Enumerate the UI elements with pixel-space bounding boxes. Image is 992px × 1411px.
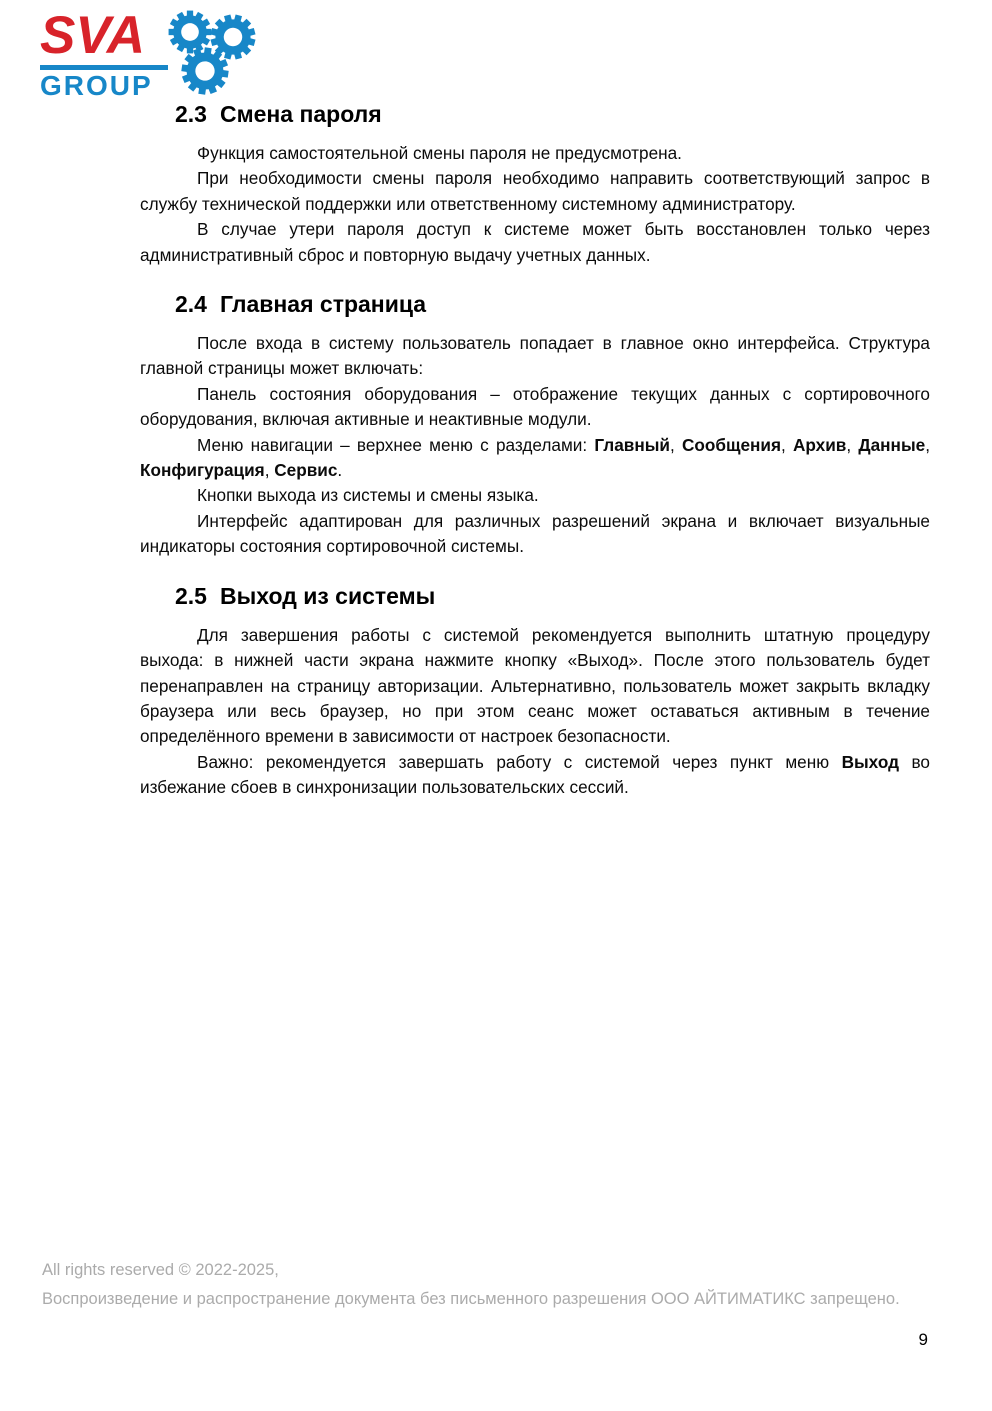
text-run: Функция самостоятельной смены пароля не предусмотрена. bbox=[197, 143, 682, 163]
paragraph-important-note bbox=[140, 750, 930, 801]
section-title: Смена пароля bbox=[219, 101, 382, 127]
section-heading bbox=[175, 581, 930, 611]
text-run: Кнопки выхода из системы и смены языка. bbox=[197, 485, 539, 506]
paragraph bbox=[140, 623, 930, 750]
text-run: , bbox=[925, 434, 930, 455]
page-footer bbox=[42, 1256, 952, 1313]
menu-item-archive: Архив bbox=[793, 434, 847, 455]
text-run: во избежание сбоев в синхронизации пользовательских сессий. bbox=[140, 751, 930, 798]
section-number: 2.3 bbox=[175, 101, 207, 127]
section-heading bbox=[175, 289, 930, 319]
paragraph bbox=[140, 331, 930, 382]
text-run: Важно: рекомендуется завершать работу с системой через пункт меню bbox=[197, 751, 842, 772]
copyright-line: All rights reserved © 2022-2025, bbox=[42, 1261, 279, 1279]
text-run: , bbox=[264, 460, 275, 481]
text-run: Панель состояния оборудования – отображение текущих данных с сортировочного оборудования, включая активные и неактивные модули. bbox=[140, 383, 930, 430]
text-run: Для завершения работы с системой рекомендуется выполнить штатную процедуру выхода: в нижней части экрана нажмите кнопку «Выход». После этого пользователь будет перенаправлен на страницу авторизации. Альтернативно, пользователь может закрыть вкладку браузера или весь браузер, но при этом сеанс может оставаться активным в течение определённого времени в зависимости от настроек безопасности. bbox=[140, 624, 930, 747]
menu-item-data: Данные bbox=[858, 434, 926, 455]
menu-item-messages: Сообщения bbox=[681, 434, 782, 455]
section-heading bbox=[175, 99, 930, 129]
page-number: 9 bbox=[918, 1330, 928, 1349]
section-number: 2.4 bbox=[175, 291, 207, 318]
section-change-password bbox=[140, 99, 930, 268]
menu-item-logout: Выход bbox=[841, 751, 899, 772]
logo-suffix-text: GROUP bbox=[40, 70, 153, 101]
paragraph bbox=[140, 217, 930, 268]
section-main-page bbox=[140, 289, 930, 560]
text-run: Интерфейс адаптирован для различных разрешений экрана и включает визуальные индикаторы состояния сортировочной системы. bbox=[140, 510, 930, 557]
paragraph bbox=[140, 141, 930, 166]
menu-item-main: Главный bbox=[594, 434, 670, 455]
section-number: 2.5 bbox=[175, 582, 207, 609]
text-run: . bbox=[337, 460, 343, 481]
paragraph bbox=[140, 509, 930, 560]
text-run: После входа в систему пользователь попадает в главное окно интерфейса. Структура главной страницы может включать: bbox=[140, 333, 930, 379]
text-run: , bbox=[846, 434, 859, 455]
text-run: Меню навигации – верхнее меню с разделами: bbox=[197, 434, 595, 455]
text-run: В случае утери пароля доступ к системе может быть восстановлен только через административный сброс и повторную выдачу учетных данных. bbox=[140, 219, 930, 265]
section-title: Главная страница bbox=[219, 291, 427, 318]
menu-item-configuration: Конфигурация bbox=[140, 460, 265, 481]
paragraph bbox=[140, 483, 930, 508]
text-run: При необходимости смены пароля необходимо направить соответствующий запрос в службу технической поддержки или ответственному системному администратору. bbox=[140, 168, 930, 214]
paragraph bbox=[140, 382, 930, 433]
paragraph-menu-items bbox=[140, 433, 930, 484]
document-body bbox=[140, 0, 930, 801]
text-run: , bbox=[781, 434, 793, 455]
paragraph bbox=[140, 166, 930, 217]
section-logout bbox=[140, 581, 930, 801]
menu-item-service: Сервис bbox=[274, 460, 338, 481]
section-title: Выход из системы bbox=[219, 582, 436, 609]
logo-brand-text: SVA bbox=[40, 6, 146, 65]
text-run: , bbox=[669, 434, 682, 455]
legal-notice-line: Воспроизведение и распространение документа без письменного разрешения ООО АЙТИМАТИКС запрещено. bbox=[42, 1289, 900, 1308]
